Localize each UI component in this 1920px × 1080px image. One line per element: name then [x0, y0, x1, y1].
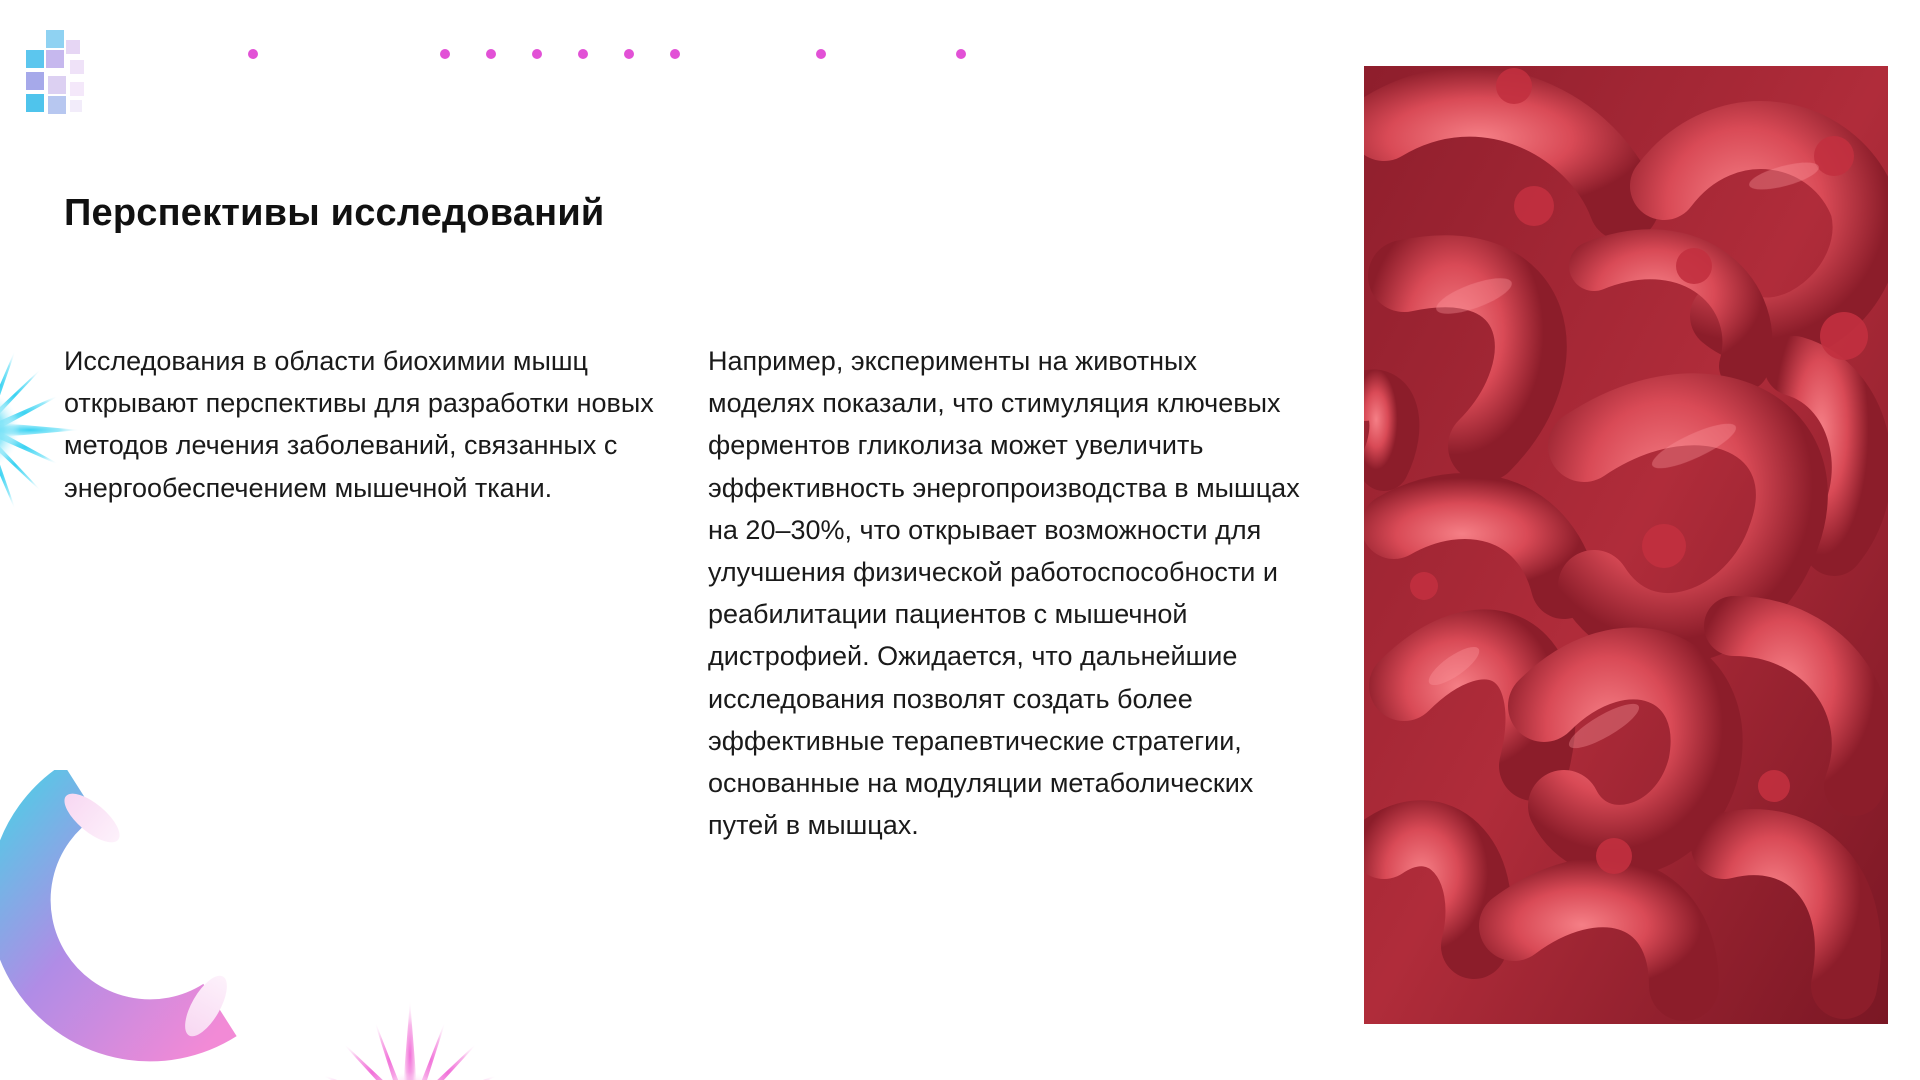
decorative-dots-row — [0, 49, 1000, 61]
pixel-mosaic-logo — [26, 30, 96, 114]
muscle-tissue-photo — [1364, 66, 1888, 1024]
gradient-arc-decoration — [0, 770, 270, 1070]
slide-title: Перспективы исследований — [64, 192, 605, 234]
pink-burst-decoration — [300, 1000, 520, 1080]
paragraph-right: Например, эксперименты на животных моделях показали, что стимуляция ключевых ферментов гликолиза может увеличить эффективность энергопроизводства в мышцах на 20–30%, что открывает возможности для улучшения физической работоспособности и реабилитации пациентов с мышечной дистрофией. Ожидается, что дальнейшие исследования позволят создать более эффективные терапевтические стратегии, основанные на модуляции метаболических путей в мышцах. — [708, 346, 1300, 841]
paragraph-left: Исследования в области биохимии мышц открывают перспективы для разработки новых методов лечения заболеваний, связанных с энергообеспечением мышечной ткани. — [64, 346, 654, 503]
